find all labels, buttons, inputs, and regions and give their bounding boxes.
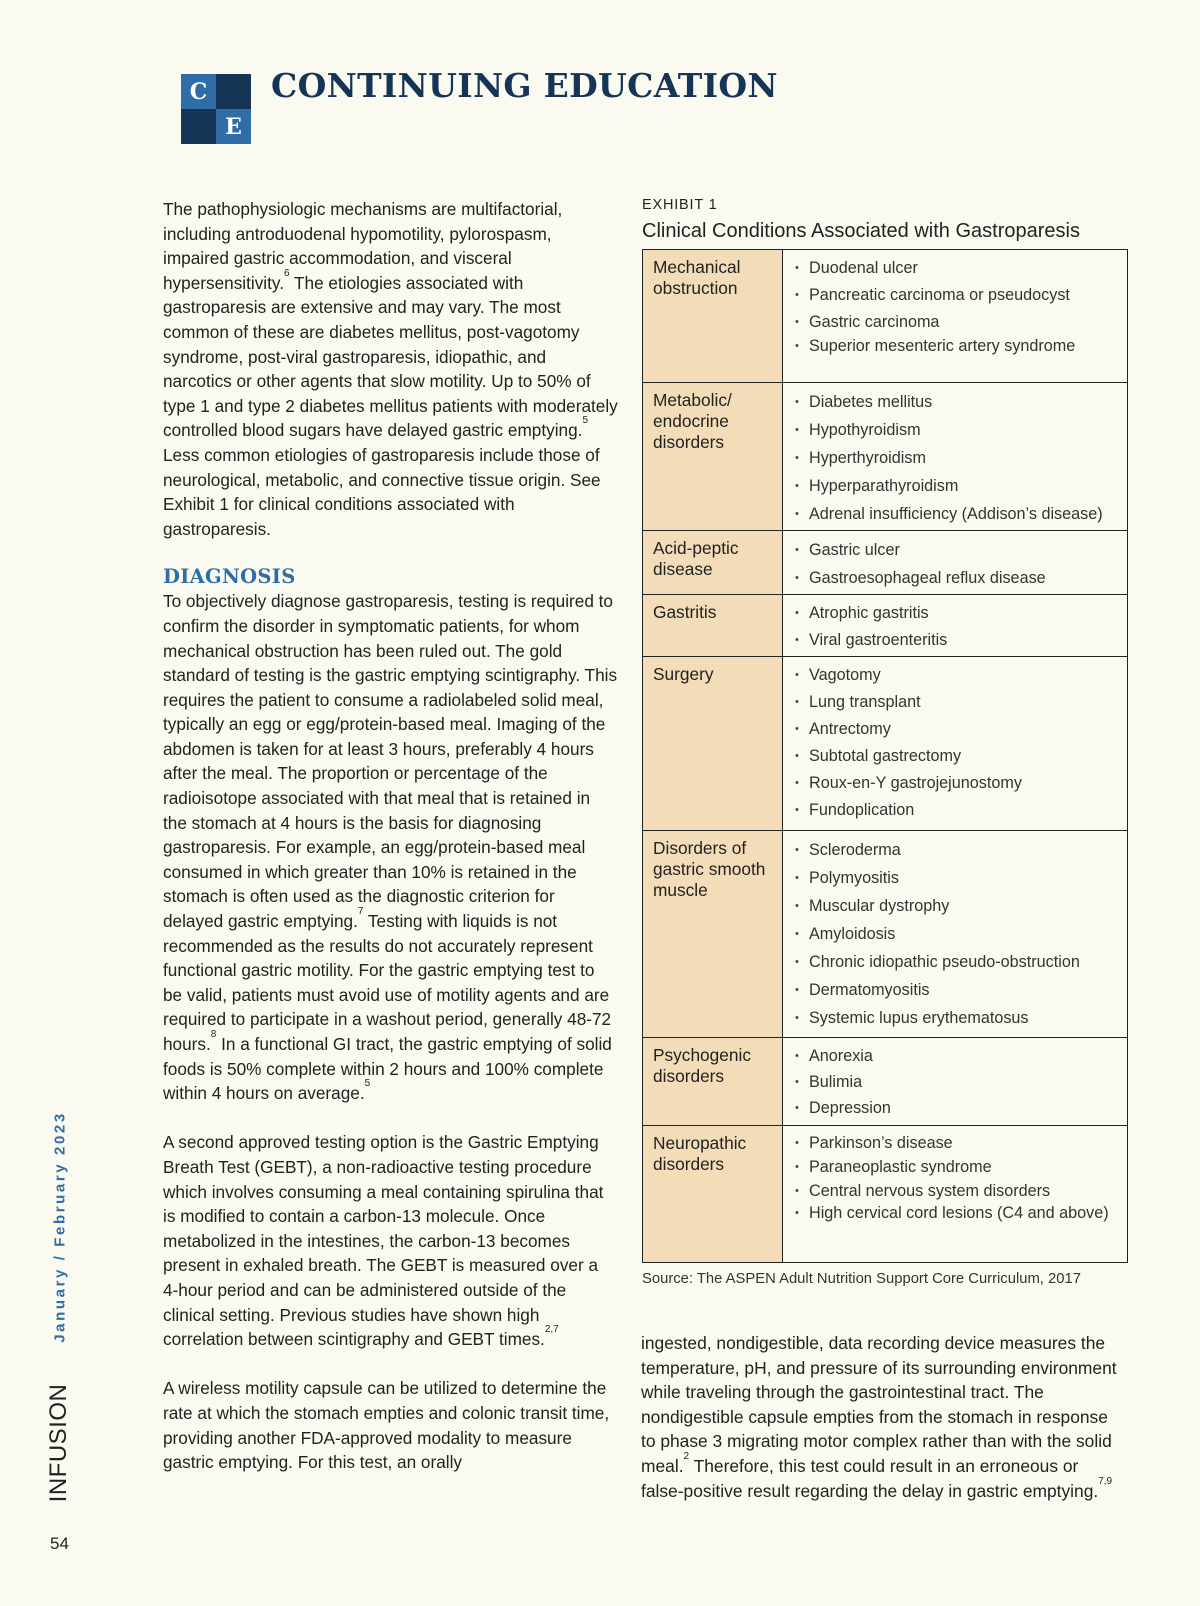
section-heading-diagnosis: DIAGNOSIS — [163, 565, 296, 589]
issue-date: January / February 2023 — [51, 1111, 69, 1343]
condition-cell: Gastritis — [643, 595, 783, 657]
table-row — [643, 250, 1128, 383]
condition-cell: Psychogenic disorders — [643, 1038, 783, 1126]
list-item: • Lung transplant — [795, 689, 1119, 716]
right-column-text — [641, 1331, 1121, 1503]
condition-cell: Metabolic/ endocrine disorders — [643, 383, 783, 531]
list-item: • Paraneoplastic syndrome — [795, 1155, 1119, 1179]
list-item: • Muscular dystrophy — [795, 892, 1119, 920]
list-item: • Pancreatic carcinoma or pseudocyst — [795, 282, 1119, 309]
source-note: Source: The ASPEN Adult Nutrition Support Core Curriculum, 2017 — [642, 1271, 1081, 1287]
list-item: • Antrectomy — [795, 716, 1119, 743]
list-item: • Anorexia — [795, 1043, 1119, 1069]
list-item: • Hypothyroidism — [795, 416, 1119, 444]
exhibit-title: Clinical Conditions Associated with Gastroparesis — [642, 220, 1080, 242]
paragraph: To objectively diagnose gastroparesis, testing is required to confirm the disorder in symptomatic patients, for whom mechanical obstruction has been ruled out. The gold standard of testing is the gastric emptying scintigraphy. This requires the patient to consume a radiolabeled solid meal, typically an egg or egg/protein-based meal. Imaging of the abdomen is taken for at least 3 hours, preferably 4 hours after the meal. The proportion or percentage of the radioisotope associated with that meal that is retained in the stomach at 4 hours is the basis for diagnosing gastroparesis. For example, an egg/protein-based meal consumed in which greater than 10% is retained in the stomach is often used as the diagnostic criterion for delayed gastric emptying.$^7$ Testing with liquids is not recommended as the results do not accurately represent functional gastric motility. For the gastric emptying test to be valid, patients must avoid use of motility agents and are required to participate in a washout period, generally 48-72 hours.$^8$ In a functional GI tract, the gastric emptying of solid foods is 50% complete within 2 hours and 100% complete within 4 hours on average.$^5$ — [163, 591, 618, 1104]
list-item: • Superior mesenteric artery syndrome — [795, 336, 1119, 357]
logo-letter-c: C — [181, 74, 216, 109]
paragraph: A second approved testing option is the Gastric Emptying Breath Test (GEBT), a non-radioactive testing procedure which involves consuming a meal containing spirulina that is modified to contain a carbon-13 molecule. Once metabolized in the intestines, the carbon-13 becomes present in exhaled breath. The GEBT is measured over a 4-hour period and can be administered outside of the clinical setting. Previous studies have shown high correlation between scintigraphy and GEBT times.$^{2,7}$ — [163, 1132, 604, 1350]
list-item: • Atrophic gastritis — [795, 600, 1119, 627]
list-item: • Diabetes mellitus — [795, 388, 1119, 416]
logo-block — [216, 74, 251, 109]
list-item: • Adrenal insufficiency (Addison’s disease) — [795, 500, 1119, 528]
condition-cell: Surgery — [643, 657, 783, 831]
paragraph: ingested, nondigestible, data recording device measures the temperature, pH, and pressure of its surrounding environment while traveling through the gastrointestinal tract. The nondigestible capsule empties from the stomach in response to phase 3 migrating motor complex rather than with the solid meal.$^2$ Therefore, this test could result in an erroneous or false-positive result regarding the delay in gastric emptying.$^{7,9}$ — [641, 1333, 1117, 1501]
list-item: • Chronic idiopathic pseudo-obstruction — [795, 948, 1119, 976]
list-item: • Scleroderma — [795, 836, 1119, 864]
items-cell — [783, 831, 1128, 1038]
list-item: • Hyperparathyroidism — [795, 472, 1119, 500]
magazine-logo: INFUSION — [45, 1383, 72, 1503]
list-item: • Roux-en-Y gastrojejunostomy — [795, 770, 1119, 797]
list-item: • Hyperthyroidism — [795, 444, 1119, 472]
left-column — [163, 197, 618, 1475]
list-item: • Amyloidosis — [795, 920, 1119, 948]
list-item: • Dermatomyositis — [795, 976, 1119, 1004]
condition-cell: Mechanical obstruction — [643, 250, 783, 383]
list-item: • Duodenal ulcer — [795, 255, 1119, 282]
ce-logo — [181, 74, 251, 144]
list-item: • Subtotal gastrectomy — [795, 743, 1119, 770]
list-item: • Vagotomy — [795, 662, 1119, 689]
items-cell — [783, 657, 1128, 831]
table-row — [643, 657, 1128, 831]
list-item: • Gastric carcinoma — [795, 309, 1119, 336]
list-item: • Parkinson’s disease — [795, 1131, 1119, 1155]
list-item: • Fundoplication — [795, 797, 1119, 824]
list-item: • Central nervous system disorders — [795, 1179, 1119, 1203]
exhibit-label: EXHIBIT 1 — [642, 197, 718, 213]
paragraph: The pathophysiologic mechanisms are multifactorial, including antroduodenal hypomotility, pylorospasm, impaired gastric accommodation, and visceral hypersensitivity.$^6$ The etiologies associated with gastroparesis are extensive and may vary. The most common of these are diabetes mellitus, post-vagotomy syndrome, post-viral gastroparesis, idiopathic, and narcotics or other agents that slow motility. Up to 50% of type 1 and type 2 diabetes mellitus patients with moderately controlled blood sugars have delayed gastric emptying.$^5$ Less common etiologies of gastroparesis include those of neurological, metabolic, and connective tissue origin. See Exhibit 1 for clinical conditions associated with gastroparesis. — [163, 199, 618, 539]
table-row — [643, 1126, 1128, 1263]
items-cell — [783, 250, 1128, 383]
table-row — [643, 1038, 1128, 1126]
list-item: • High cervical cord lesions (C4 and above) — [795, 1203, 1119, 1224]
list-item: • Bulimia — [795, 1069, 1119, 1095]
items-cell — [783, 383, 1128, 531]
list-item: • Depression — [795, 1095, 1119, 1121]
list-item: • Gastric ulcer — [795, 536, 1119, 564]
condition-cell: Neuropathic disorders — [643, 1126, 783, 1263]
condition-cell: Acid-peptic disease — [643, 531, 783, 595]
list-item: • Gastroesophageal reflux disease — [795, 564, 1119, 592]
page-number: 54 — [50, 1534, 69, 1553]
paragraph: A wireless motility capsule can be utilized to determine the rate at which the stomach empties and colonic transit time, providing another FDA-approved modality to measure gastric emptying. For this test, an orally — [163, 1378, 610, 1473]
logo-letter-e: E — [216, 109, 251, 144]
items-cell — [783, 1126, 1128, 1263]
logo-block — [181, 109, 216, 144]
list-item: • Systemic lupus erythematosus — [795, 1004, 1119, 1032]
condition-cell: Disorders of gastric smooth muscle — [643, 831, 783, 1038]
list-item: • Polymyositis — [795, 864, 1119, 892]
list-item: • Viral gastroenteritis — [795, 627, 1119, 654]
items-cell — [783, 1038, 1128, 1126]
page-title: CONTINUING EDUCATION — [271, 66, 778, 105]
table-row — [643, 831, 1128, 1038]
table-row — [643, 383, 1128, 531]
table-row — [643, 531, 1128, 595]
items-cell — [783, 595, 1128, 657]
exhibit-table — [642, 249, 1128, 1263]
table-row — [643, 595, 1128, 657]
items-cell — [783, 531, 1128, 595]
